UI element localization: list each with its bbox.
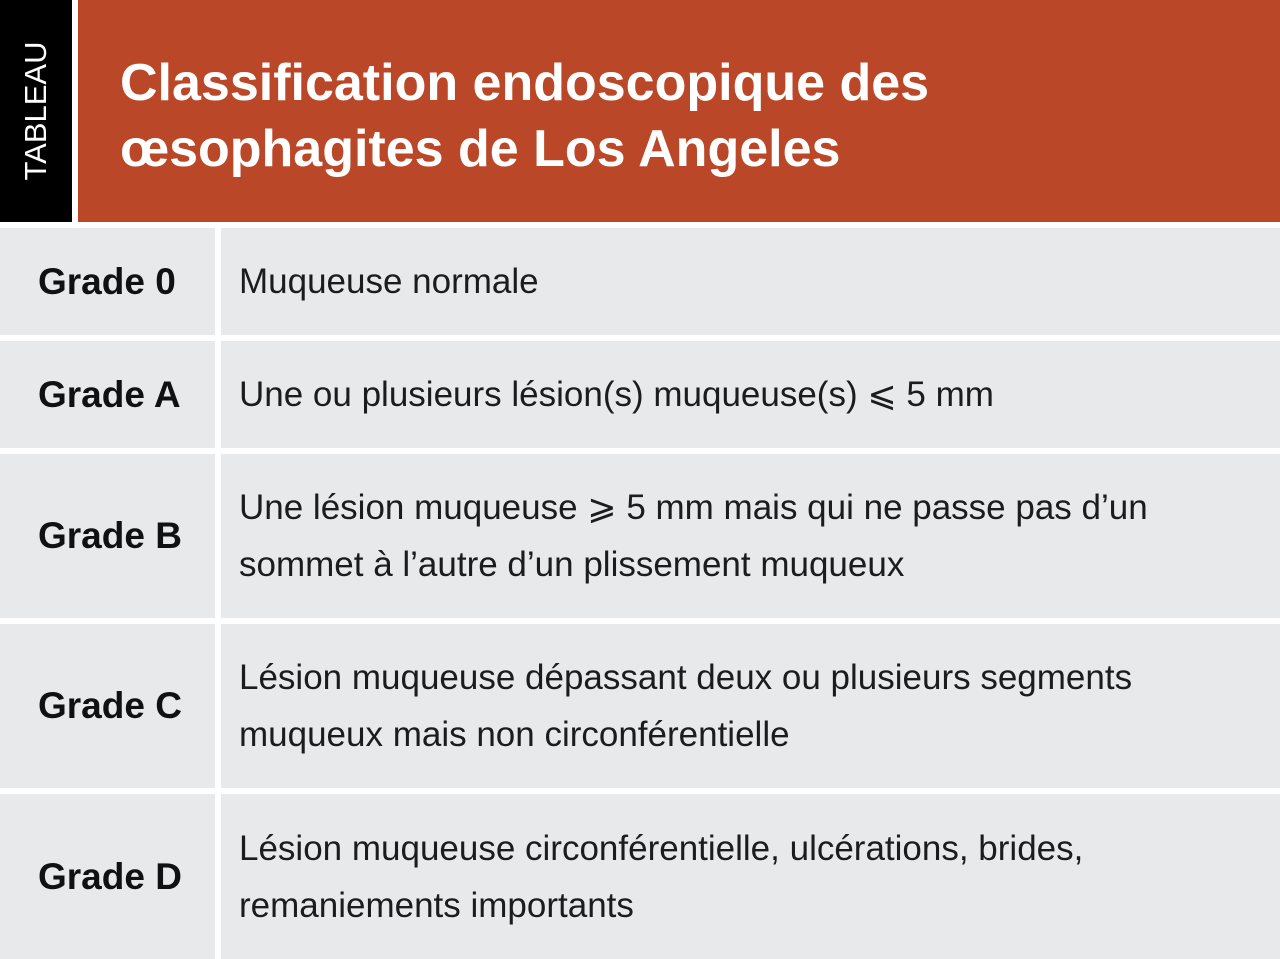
grade-cell bbox=[0, 341, 215, 448]
table-row bbox=[0, 335, 1280, 448]
grade-label: Grade B bbox=[38, 515, 182, 556]
table-row bbox=[0, 618, 1280, 788]
classification-table bbox=[0, 222, 1280, 959]
tableau-tag bbox=[0, 0, 72, 222]
grade-label: Grade C bbox=[38, 685, 182, 726]
table-title: Classification endoscopique des œsophagites de Los Angeles bbox=[120, 54, 930, 178]
grade-cell bbox=[0, 454, 215, 618]
grade-description: Une ou plusieurs lésion(s) muqueuse(s) ⩽ 5 mm bbox=[239, 375, 994, 414]
grade-description: Une lésion muqueuse ⩾ 5 mm mais qui ne passe pas d’un sommet à l’autre d’un plissement muqueux bbox=[239, 488, 1148, 584]
table-row bbox=[0, 222, 1280, 335]
grade-label: Grade D bbox=[38, 855, 182, 897]
grade-description: Lésion muqueuse dépassant deux ou plusieurs segments muqueux mais non circonférentielle bbox=[239, 658, 1133, 754]
table-row bbox=[0, 788, 1280, 959]
description-cell bbox=[221, 341, 1280, 448]
tableau-tag-label: TABLEAU bbox=[18, 41, 53, 181]
description-cell bbox=[221, 228, 1280, 335]
grade-label: Grade 0 bbox=[38, 260, 176, 302]
grade-cell bbox=[0, 624, 215, 788]
grade-cell bbox=[0, 228, 215, 335]
grade-description: Muqueuse normale bbox=[239, 262, 539, 301]
description-cell bbox=[221, 454, 1280, 618]
title-banner bbox=[78, 0, 1280, 222]
description-cell bbox=[221, 794, 1280, 959]
grade-label: Grade A bbox=[38, 373, 181, 415]
grade-description: Lésion muqueuse circonférentielle, ulcérations, brides, remaniements importants bbox=[239, 828, 1084, 925]
description-cell bbox=[221, 624, 1280, 788]
table-header bbox=[0, 0, 1280, 222]
table-row bbox=[0, 448, 1280, 618]
grade-cell bbox=[0, 794, 215, 959]
